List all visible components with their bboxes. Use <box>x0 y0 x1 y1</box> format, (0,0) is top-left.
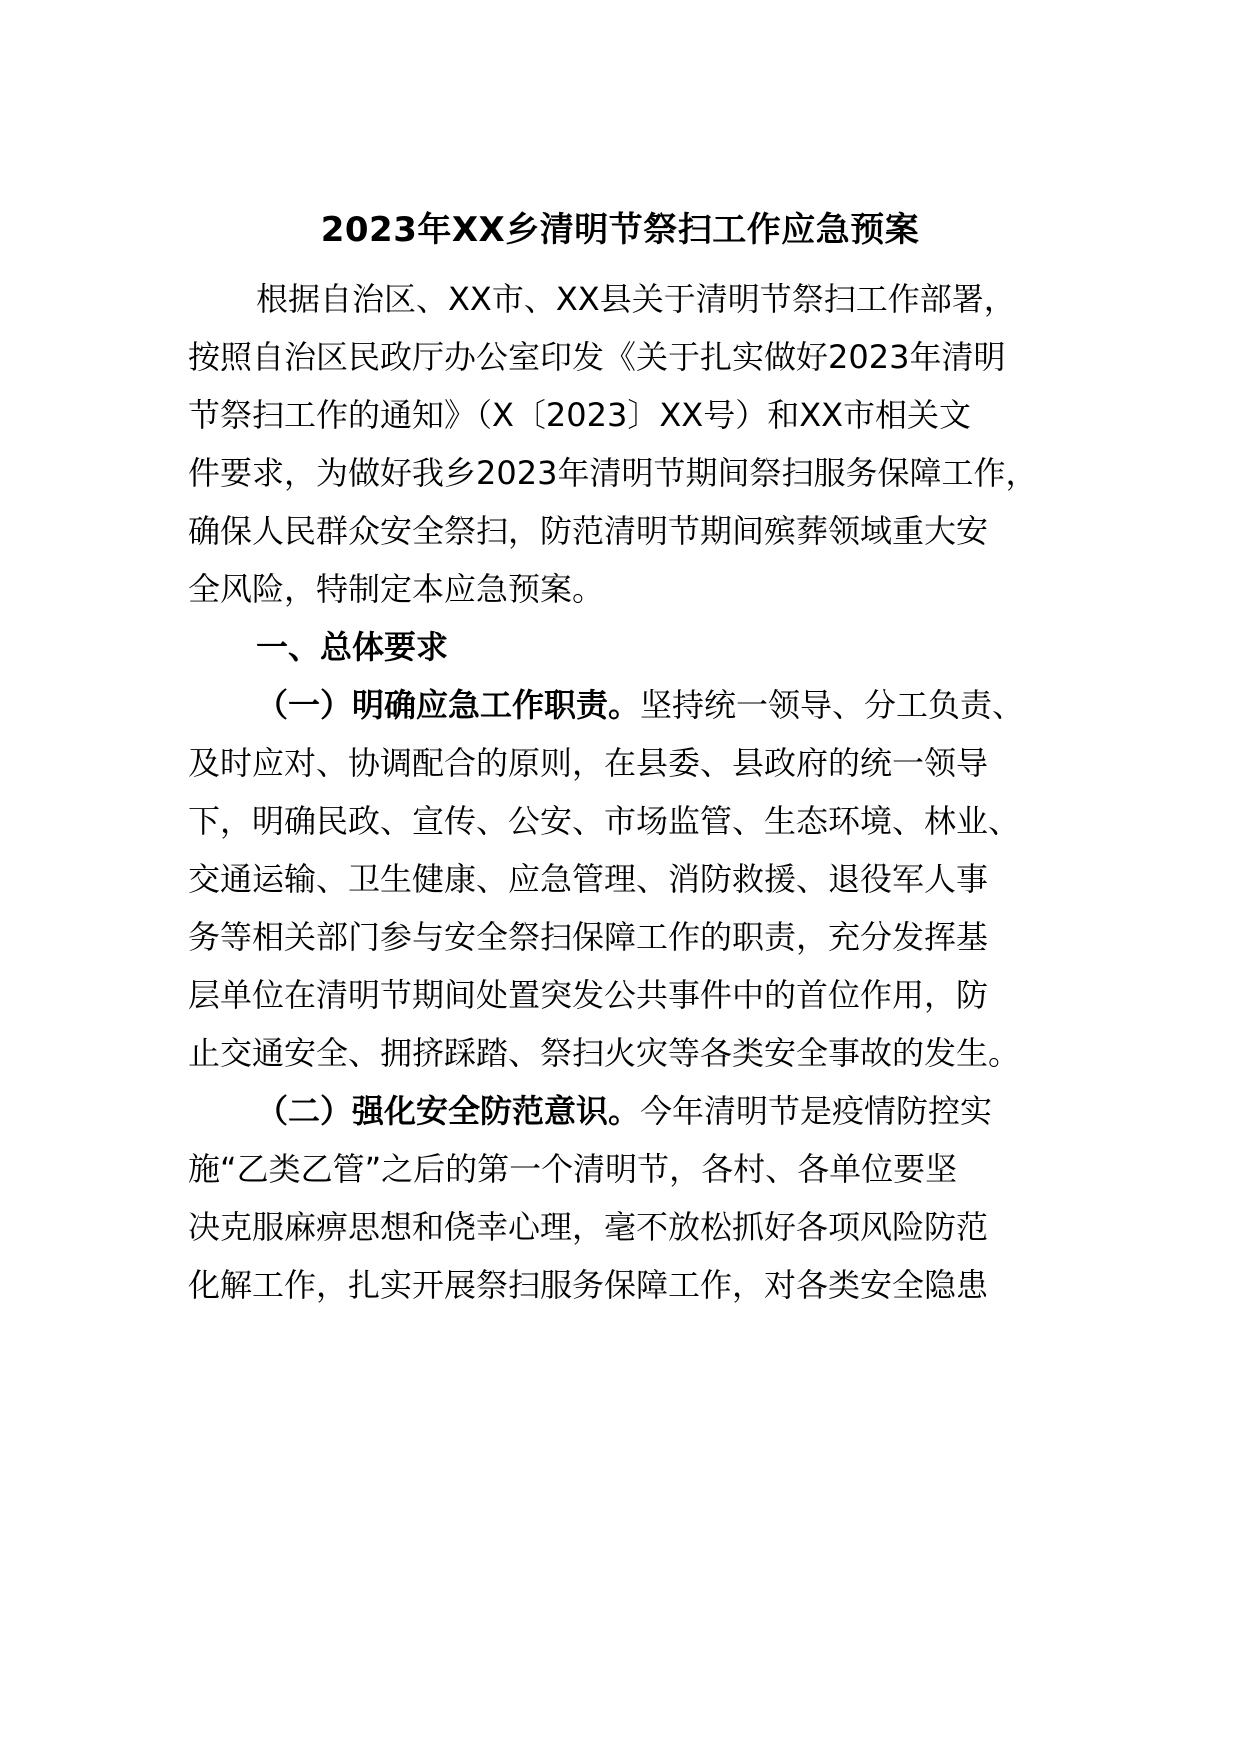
subsection-1-heading: （一）明确应急工作职责。 <box>256 686 641 724</box>
subsection-1-line-5: 务等相关部门参与安全祭扫保障工作的职责，充分发挥基 <box>188 918 989 956</box>
intro-line-6: 全风险，特制定本应急预案。 <box>188 570 605 608</box>
subsection-2-line-4: 化解工作，扎实开展祭扫服务保障工作，对各类安全隐患 <box>188 1266 989 1304</box>
subsection-2-line-2: 施“乙类乙管”之后的第一个清明节，各村、各单位要坚 <box>188 1150 958 1188</box>
intro-line-1: 根据自治区、XX市、XX县关于清明节祭扫工作部署， <box>256 280 1016 318</box>
subsection-2-heading: （二）强化安全防范意识。 <box>256 1092 641 1130</box>
document-title: 2023年XX乡清明节祭扫工作应急预案 <box>320 210 920 250</box>
subsection-1-first-line <box>256 682 1024 728</box>
subsection-1-line-4: 交通运输、卫生健康、应急管理、消防救援、退役军人事 <box>188 860 989 898</box>
subsection-2-first-line-text: 今年清明节是疫情防控实 <box>640 1092 993 1130</box>
subsection-2-line-3: 决克服麻痹思想和侥幸心理，毫不放松抓好各项风险防范 <box>188 1208 989 1246</box>
subsection-1-line-7: 止交通安全、拥挤踩踏、祭扫火灾等各类安全事故的发生。 <box>188 1034 1021 1072</box>
intro-line-4: 件要求，为做好我乡2023年清明节期间祭扫服务保障工作， <box>188 454 1038 492</box>
intro-line-3: 节祭扫工作的通知》（X〔2023〕XX号）和XX市相关文 <box>188 396 972 434</box>
intro-line-2: 按照自治区民政厅办公室印发《关于扎实做好2023年清明 <box>188 338 1006 376</box>
subsection-1-line-2: 及时应对、协调配合的原则，在县委、县政府的统一领导 <box>188 744 989 782</box>
subsection-2-first-line <box>256 1088 992 1134</box>
subsection-1-line-6: 层单位在清明节期间处置突发公共事件中的首位作用，防 <box>188 976 989 1014</box>
subsection-1-line-3: 下，明确民政、宣传、公安、市场监管、生态环境、林业、 <box>188 802 1021 840</box>
section-heading: 一、总体要求 <box>256 628 449 666</box>
subsection-1-first-line-text: 坚持统一领导、分工负责、 <box>640 686 1025 724</box>
intro-line-5: 确保人民群众安全祭扫，防范清明节期间殡葬领域重大安 <box>188 512 989 550</box>
